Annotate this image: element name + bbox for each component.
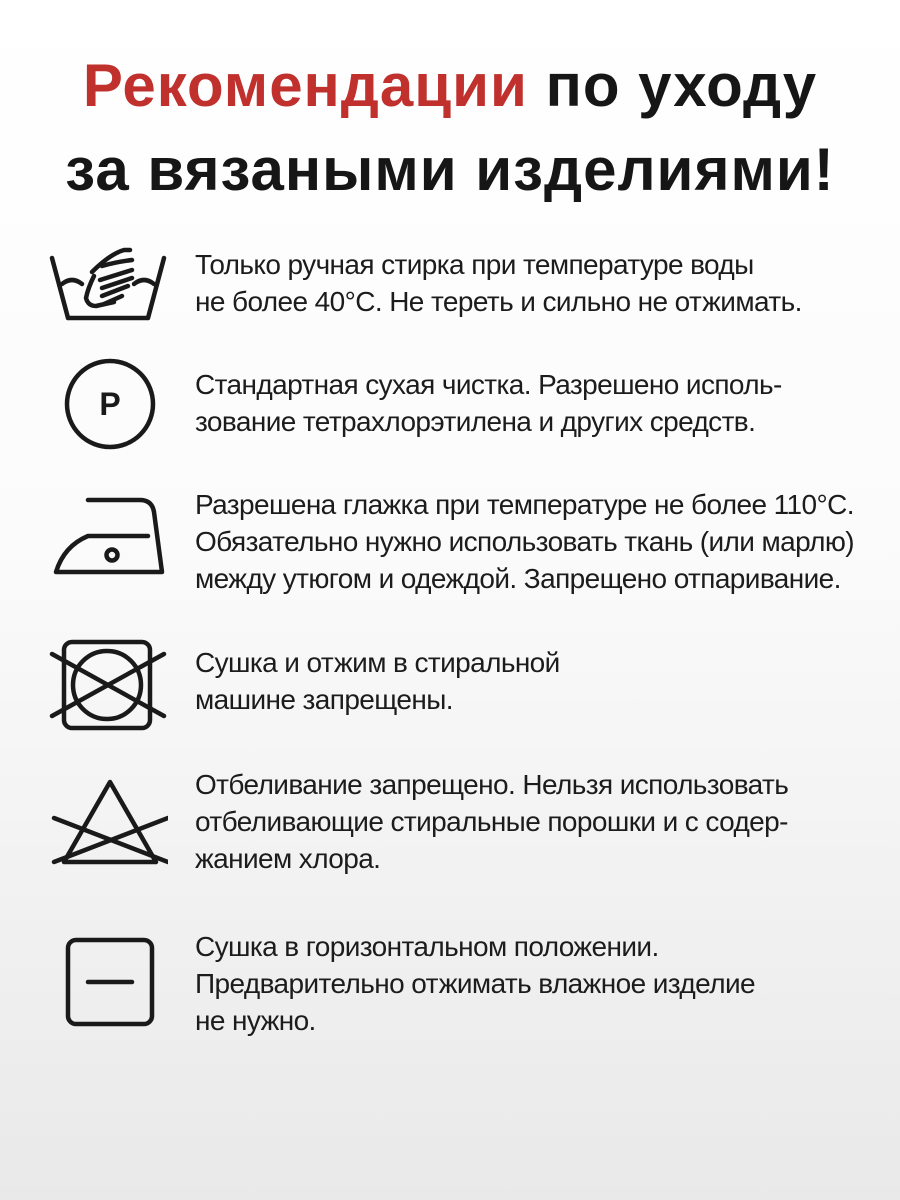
text-line: Обязательно нужно использовать ткань (или марлю) [195,526,854,557]
text-line: отбеливающие стиральные порошки и с содер- [195,806,788,837]
dry-clean-p-icon [48,356,168,456]
page-title [0,44,900,212]
hand-wash-icon [48,236,168,336]
text-line: между утюгом и одеждой. Запрещено отпаривание. [195,563,841,594]
text-line: машине запрещены. [195,684,453,715]
text-line: Только ручная стирка при температуре воды [195,249,754,280]
care-text [195,766,865,877]
title-line-2: за вязаными изделиями! [65,136,835,203]
care-text [195,486,865,597]
text-line: Отбеливание запрещено. Нельзя использовать [195,769,789,800]
dry-clean-letter: P [99,386,121,422]
text-line: Разрешена глажка при температуре не более 110°C. [195,489,854,520]
title-accent: Рекомендации [82,52,528,119]
no-tumble-dry-icon [48,634,168,734]
care-text [195,246,865,320]
text-line: зование тетрахлорэтилена и других средств. [195,406,756,437]
text-line: Сушка в горизонтальном положении. [195,931,659,962]
care-text [195,366,865,440]
text-line: не нужно. [195,1005,316,1036]
text-line: не более 40°C. Не тереть и сильно не отжимать. [195,286,802,317]
care-text [195,644,865,718]
no-bleach-icon [48,774,168,874]
text-line: Стандартная сухая чистка. Разрешено исполь- [195,369,782,400]
title-line-1 [0,44,900,128]
care-text [195,928,865,1039]
iron-one-dot-icon [48,486,168,586]
text-line: жанием хлора. [195,843,381,874]
text-line: Предварительно отжимать влажное изделие [195,968,755,999]
text-line: Сушка и отжим в стиральной [195,647,560,678]
dry-flat-icon [48,932,168,1032]
title-rest: по уходу [527,52,818,119]
